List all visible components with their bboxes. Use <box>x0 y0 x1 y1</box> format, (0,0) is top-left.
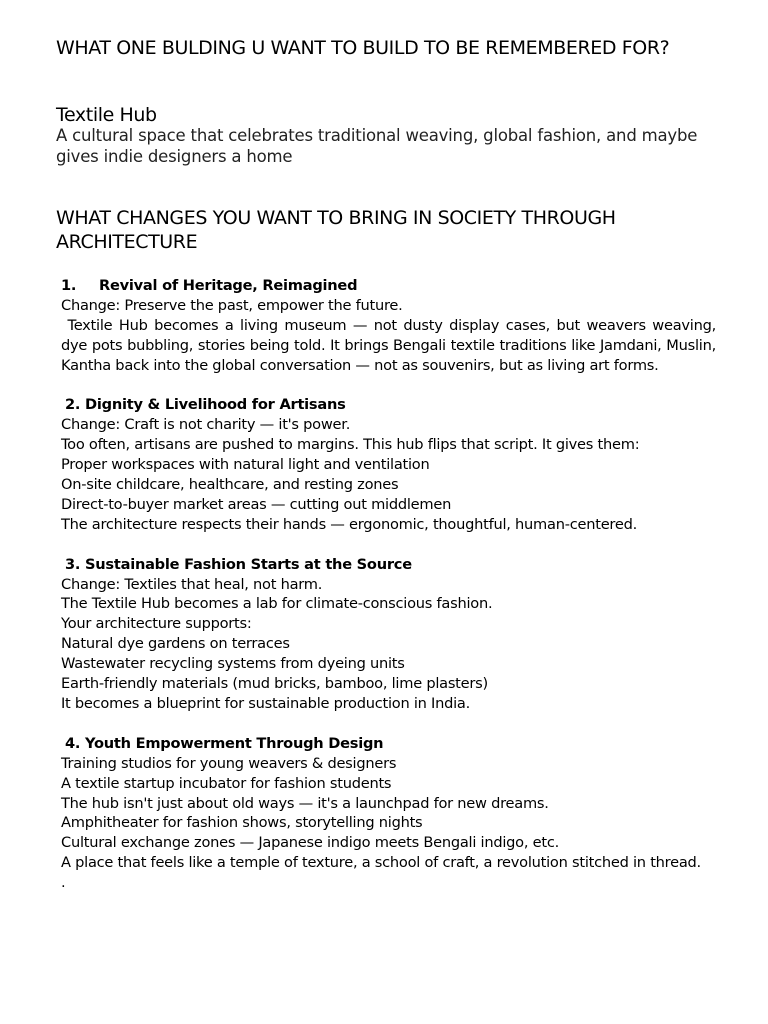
section-2-closing: The architecture respects their hands — ergonomic, thoughtful, human-centered. <box>61 515 637 533</box>
section-1-title-text: Revival of Heritage, Reimagined <box>99 277 358 294</box>
section-2-item: Direct-to-buyer market areas — cutting out middlemen <box>61 495 452 513</box>
section-2-title: 2. Dignity & Livelihood for Artisans <box>65 396 346 414</box>
question-heading-building: WHAT ONE BULDING U WANT TO BUILD TO BE REMEMBERED FOR? <box>56 37 670 59</box>
question-heading-changes: WHAT CHANGES YOU WANT TO BRING IN SOCIETY THROUGH ARCHITECTURE <box>56 207 616 253</box>
section-3-line: Your architecture supports: <box>61 615 252 633</box>
section-3-line: Natural dye gardens on terraces <box>61 635 290 653</box>
spacer <box>61 714 716 734</box>
section-1-number: 1. <box>61 277 77 294</box>
section-2-item: Proper workspaces with natural light and ventilation <box>61 456 430 474</box>
trailing-dot: . <box>61 874 66 892</box>
section-2-item: On-site childcare, healthcare, and resting zones <box>61 476 399 494</box>
section-4-closing: A place that feels like a temple of texture, a school of craft, a revolution stitched in thread. <box>61 854 701 872</box>
hub-description: A cultural space that celebrates traditional weaving, global fashion, and maybe gives indie designers a home <box>56 126 698 166</box>
section-3-line: It becomes a blueprint for sustainable production in India. <box>61 695 471 712</box>
section-3-line: Wastewater recycling systems from dyeing units <box>61 655 405 673</box>
answer-body <box>61 276 721 893</box>
section-4-line: The hub isn't just about old ways — it's a launchpad for new dreams. <box>61 794 549 812</box>
hub-title: Textile Hub <box>56 104 157 126</box>
section-4-line: Cultural exchange zones — Japanese indigo meets Bengali indigo, etc. <box>61 834 559 852</box>
section-4-line: Training studios for young weavers & designers <box>61 754 397 772</box>
section-1-paragraph: Textile Hub becomes a living museum — not dusty display cases, but weavers weaving, dye pots bubbling, stories being told. It brings Bengali textile traditions like Jamdani, Muslin, Kantha back into the global conversation — not as souvenirs, but as living art forms. <box>61 316 721 374</box>
section-4-title: 4. Youth Empowerment Through Design <box>65 734 384 752</box>
section-2-intro: Too often, artisans are pushed to margins. This hub flips that script. It gives them: <box>61 436 640 454</box>
section-4-line: A textile startup incubator for fashion students <box>61 774 392 792</box>
section-4-line: Amphitheater for fashion shows, storytelling nights <box>61 814 423 832</box>
section-3-line: The Textile Hub becomes a lab for climate-conscious fashion. <box>61 595 493 613</box>
section-1-title <box>61 276 716 296</box>
section-1-change: Change: Preserve the past, empower the future. <box>61 296 403 314</box>
spacer <box>61 376 716 396</box>
section-3-title: 3. Sustainable Fashion Starts at the Source <box>65 555 412 573</box>
section-3-line: Earth-friendly materials (mud bricks, bamboo, lime plasters) <box>61 675 488 693</box>
spacer <box>61 535 716 555</box>
section-2-change: Change: Craft is not charity — it's power. <box>61 416 351 434</box>
section-3-change: Change: Textiles that heal, not harm. <box>61 575 323 593</box>
